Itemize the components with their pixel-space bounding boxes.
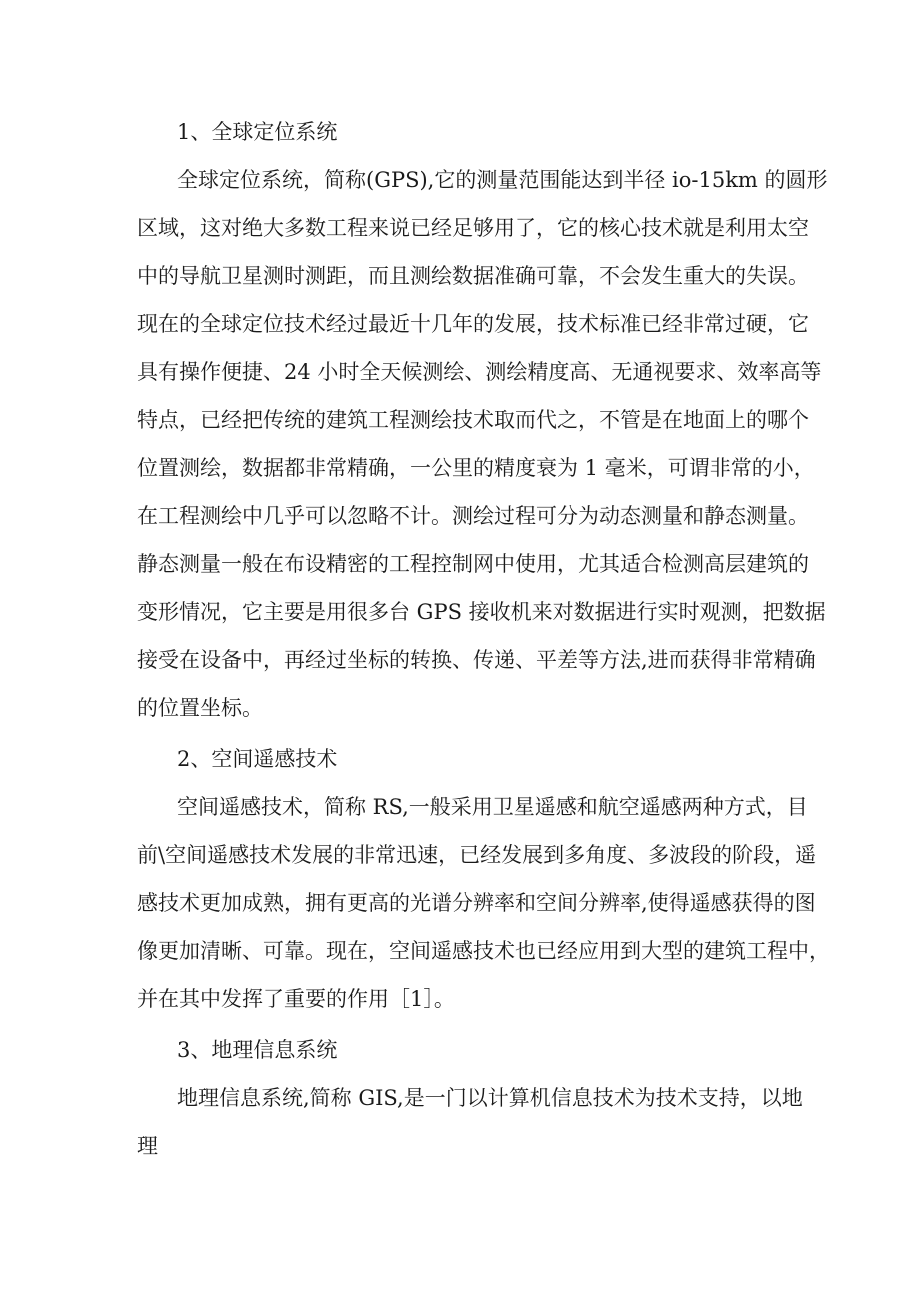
paragraph-line: 理 <box>137 1134 158 1158</box>
paragraph-line: 位置测绘，数据都非常精确，一公里的精度衰为 1 毫米，可谓非常的小， <box>137 456 815 480</box>
paragraph-line: 具有操作便捷、24 小时全天候测绘、测绘精度高、无通视要求、效率高等 <box>137 360 822 384</box>
paragraph-line: 中的导航卫星测时测距，而且测绘数据准确可靠，不会发生重大的失误。 <box>137 264 809 288</box>
paragraph-line: 空间遥感技术，简称 RS,一般采用卫星遥感和航空遥感两种方式，目 <box>177 795 808 819</box>
paragraph-line: 静态测量一般在布设精密的工程控制网中使用，尤其适合检测高层建筑的 <box>137 552 809 576</box>
paragraph-line: 地理信息系统,简称 GIS,是一门以计算机信息技术为技术支持，以地 <box>177 1086 803 1110</box>
paragraph-line: 前\空间遥感技术发展的非常迅速，已经发展到多角度、多波段的阶段，遥 <box>137 843 817 867</box>
section-heading-3: 3、地理信息系统 <box>177 1038 338 1062</box>
paragraph-line: 现在的全球定位技术经过最近十几年的发展，技术标准已经非常过硬，它 <box>137 312 809 336</box>
paragraph-line: 在工程测绘中几乎可以忽略不计。测绘过程可分为动态测量和静态测量。 <box>137 504 809 528</box>
paragraph-line: 并在其中发挥了重要的作用［1］。 <box>137 987 455 1011</box>
paragraph-line: 全球定位系统，简称(GPS),它的测量范围能达到半径 io-15km 的圆形 <box>177 168 828 192</box>
section-heading-1: 1、全球定位系统 <box>177 120 338 144</box>
paragraph-line: 感技术更加成熟，拥有更高的光谱分辨率和空间分辨率,使得遥感获得的图 <box>137 891 816 915</box>
paragraph-line: 的位置坐标。 <box>137 696 263 720</box>
paragraph-line: 接受在设备中，再经过坐标的转换、传递、平差等方法,进而获得非常精确 <box>137 648 816 672</box>
paragraph-line: 像更加清晰、可靠。现在，空间遥感技术也已经应用到大型的建筑工程中， <box>137 939 830 963</box>
section-heading-2: 2、空间遥感技术 <box>177 747 338 771</box>
paragraph-line: 特点，已经把传统的建筑工程测绘技术取而代之，不管是在地面上的哪个 <box>137 408 809 432</box>
paragraph-line: 变形情况，它主要是用很多台 GPS 接收机来对数据进行实时观测，把数据 <box>137 600 826 624</box>
paragraph-line: 区域，这对绝大多数工程来说已经足够用了，它的核心技术就是利用太空 <box>137 216 809 240</box>
